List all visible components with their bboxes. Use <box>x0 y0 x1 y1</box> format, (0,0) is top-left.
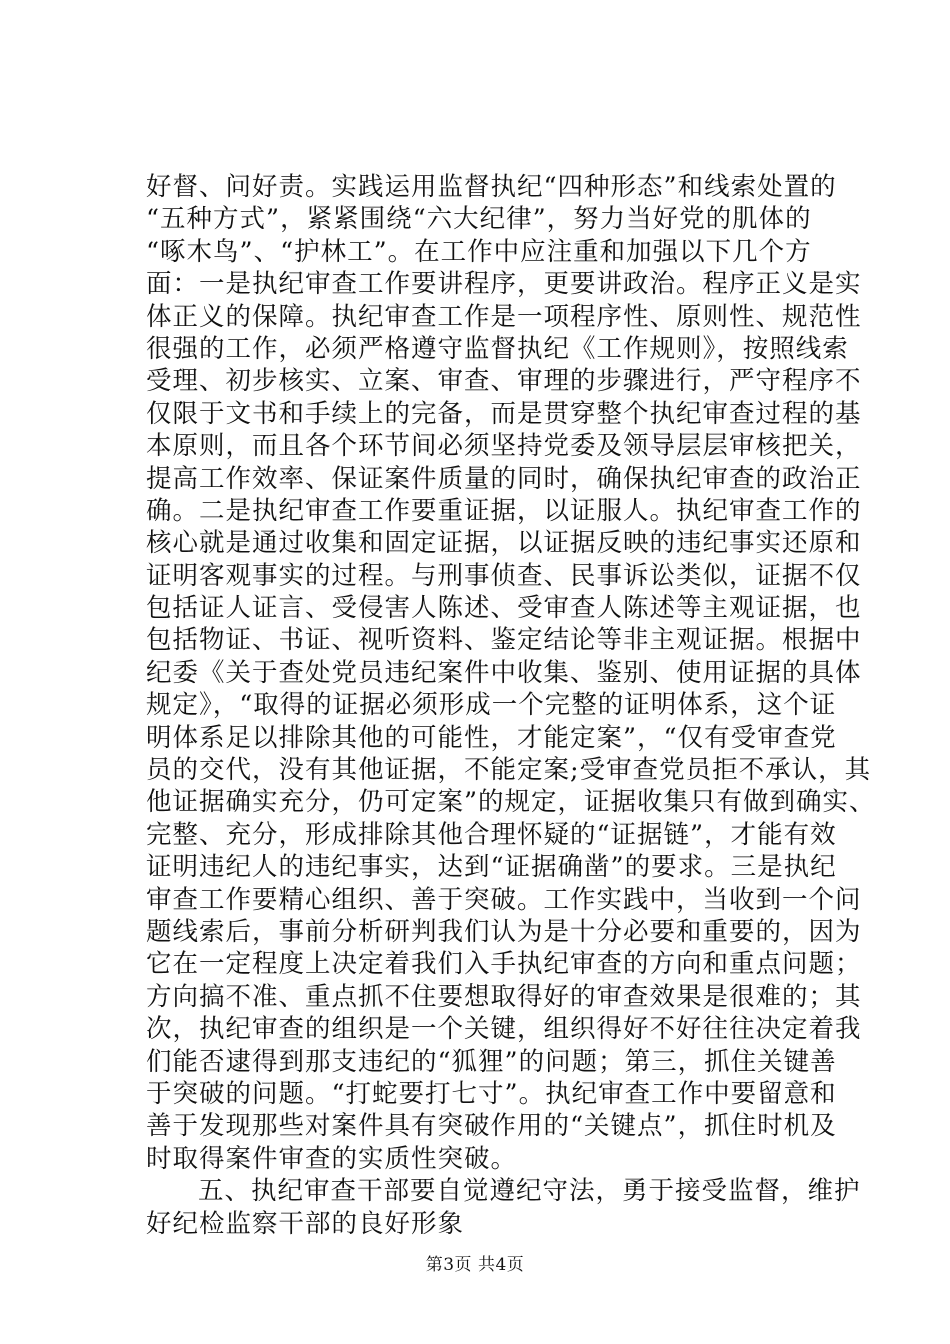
paragraph-line: 包括物证、书证、视听资料、鉴定结论等非主观证据。根据中 <box>146 625 862 656</box>
paragraph-line: 他证据确实充分，仍可定案”的规定，证据收集只有做到确实、 <box>146 787 876 818</box>
paragraph-line: 体正义的保障。执纪审查工作是一项程序性、原则性、规范性 <box>146 301 862 332</box>
paragraph-line: 时取得案件审查的实质性突破。 <box>146 1143 518 1174</box>
paragraph-line: 次，执纪审查的组织是一个关键，组织得好不好往往决定着我 <box>146 1014 862 1045</box>
paragraph-line: 仅限于文书和手续上的完备，而是贯穿整个执纪审查过程的基 <box>146 398 862 429</box>
paragraph-line: 于突破的问题。“打蛇要打七寸”。执纪审查工作中要留意和 <box>146 1078 837 1109</box>
paragraph-line: 题线索后，事前分析研判我们认为是十分必要和重要的，因为 <box>146 916 862 947</box>
paragraph-line: 善于发现那些对案件具有突破作用的“关键点”，抓住时机及 <box>146 1111 837 1142</box>
paragraph-line: 们能否逮得到那支违纪的“狐狸”的问题；第三，抓住关键善 <box>146 1046 837 1077</box>
paragraph-line: 员的交代，没有其他证据，不能定案;受审查党员拒不承认，其 <box>146 755 872 786</box>
paragraph-line: 核心就是通过收集和固定证据，以证据反映的违纪事实还原和 <box>146 528 862 559</box>
body-text <box>146 171 876 1240</box>
paragraph-line: 包括证人证言、受侵害人陈述、受审查人陈述等主观证据，也 <box>146 593 862 624</box>
paragraph-line: “五种方式”，紧紧围绕“六大纪律”，努力当好党的肌体的 <box>146 204 812 235</box>
paragraph-line: 方向搞不准、重点抓不住要想取得好的审查效果是很难的；其 <box>146 981 862 1012</box>
page-number-footer: 第3页 共4页 <box>425 1255 525 1275</box>
paragraph-line: 证明违纪人的违纪事实，达到“证据确凿”的要求。三是执纪 <box>146 852 837 883</box>
paragraph-line: 很强的工作，必须严格遵守监督执纪《工作规则》，按照线索 <box>146 333 849 364</box>
paragraph-line: 证明客观事实的过程。与刑事侦查、民事诉讼类似，证据不仅 <box>146 560 862 591</box>
paragraph-line: 面：一是执纪审查工作要讲程序，更要讲政治。程序正义是实 <box>146 269 862 300</box>
paragraph-line: 审查工作要精心组织、善于突破。工作实践中，当收到一个问 <box>146 884 862 915</box>
paragraph-line: 好督、问好责。实践运用监督执纪“四种形态”和线索处置的 <box>146 172 837 202</box>
paragraph-line: 明体系足以排除其他的可能性，才能定案”，“仅有受审查党 <box>146 722 837 753</box>
paragraph-line: 完整、充分，形成排除其他合理怀疑的“证据链”，才能有效 <box>146 819 837 850</box>
paragraph-line: 确。二是执纪审查工作要重证据，以证服人。执纪审查工作的 <box>146 495 862 526</box>
paragraph-line: 它在一定程度上决定着我们入手执纪审查的方向和重点问题； <box>146 949 862 980</box>
paragraph-line: “啄木鸟”、“护林工”。在工作中应注重和加强以下几个方 <box>146 236 812 267</box>
section-heading-line: 五、执纪审查干部要自觉遵纪守法，勇于接受监督，维护 <box>198 1176 861 1207</box>
paragraph-line: 规定》，“取得的证据必须形成一个完整的证明体系，这个证 <box>146 690 837 721</box>
paragraph-line: 受理、初步核实、立案、审查、审理的步骤进行，严守程序不 <box>146 366 862 397</box>
paragraph-line: 纪委《关于查处党员违纪案件中收集、鉴别、使用证据的具体 <box>146 657 862 688</box>
paragraph-line: 提高工作效率、保证案件质量的同时，确保执纪审查的政治正 <box>146 463 862 494</box>
section-heading-line: 好纪检监察干部的良好形象 <box>146 1208 465 1239</box>
paragraph-line: 本原则，而且各个环节间必须坚持党委及领导层层审核把关， <box>146 431 862 462</box>
